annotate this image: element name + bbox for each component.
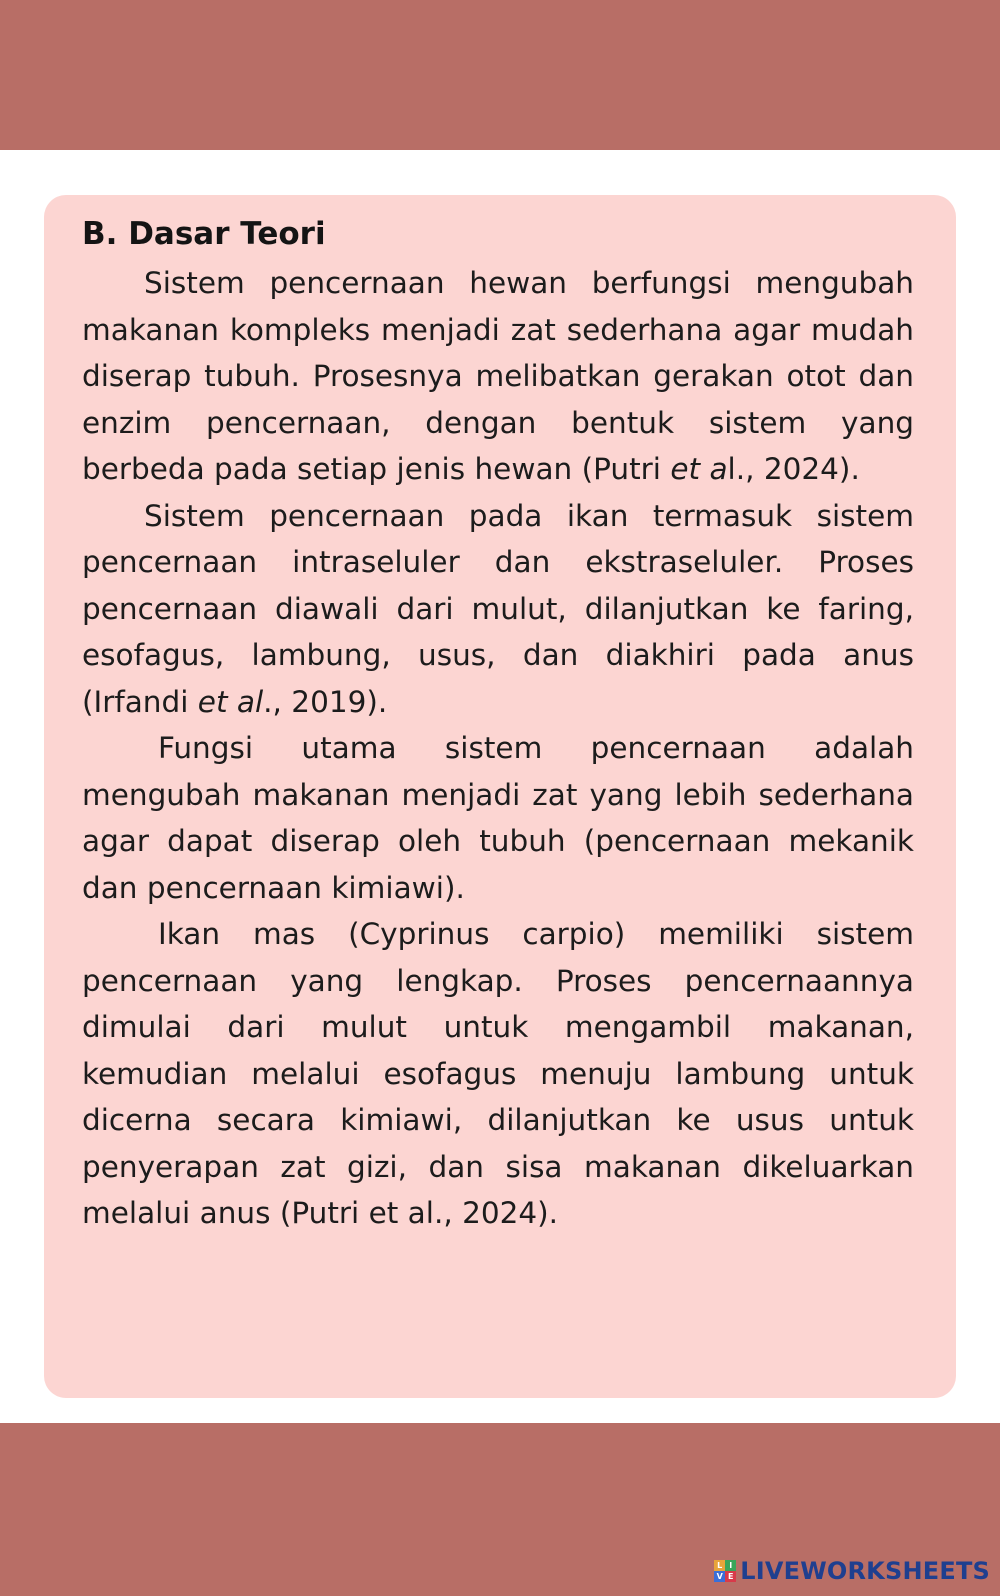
paragraph-2-italic: et al bbox=[197, 684, 264, 719]
paragraph-1-italic: et a bbox=[670, 452, 728, 486]
paragraph-3 bbox=[82, 725, 914, 911]
paragraph-1-text: Sistem pencernaan hewan berfungsi mengubah makanan kompleks menjadi zat sederhana agar mudah diserap tubuh. Prosesnya melibatkan gerakan otot dan enzim pencernaan, dengan bentuk sistem yang berbeda pada setiap jenis hewan (Putri bbox=[82, 266, 914, 486]
section-heading: B. Dasar Teori bbox=[82, 216, 326, 252]
liveworksheets-mark-icon bbox=[714, 1560, 736, 1582]
paragraph-2-text: Sistem pencernaan pada ikan termasuk sistem pencernaan intraseluler dan ekstraseluler. Proses pencernaan diawali dari mulut, dilanjutkan ke faring, esofagus, lambung, usus, dan diakhiri pada anus (Irfandi bbox=[82, 498, 914, 719]
paragraph-4 bbox=[82, 911, 914, 1237]
liveworksheets-logo bbox=[714, 1558, 990, 1584]
logo-tile-v: V bbox=[714, 1571, 725, 1582]
paragraph-1 bbox=[82, 260, 914, 493]
logo-tile-e: E bbox=[725, 1571, 736, 1582]
paragraph-3-text: Fungsi utama sistem pencernaan adalah mengubah makanan menjadi zat yang lebih sederhana agar dapat diserap oleh tubuh (pencernaan mekanik dan pencernaan kimiawi). bbox=[82, 731, 914, 905]
theory-content bbox=[82, 210, 914, 1237]
logo-tile-l: L bbox=[714, 1560, 725, 1571]
paragraph-4-text: Ikan mas (Cyprinus carpio) memiliki sistem pencernaan yang lengkap. Proses pencernaannya dimulai dari mulut untuk mengambil makanan, kemudian melalui esofagus menuju lambung untuk dicerna secara kimiawi, dilanjutkan ke usus untuk penyerapan zat gizi, dan sisa makanan dikeluarkan melalui anus (Putri et al., 2024). bbox=[82, 917, 914, 1230]
top-banner bbox=[0, 0, 1000, 150]
paragraph-1-citation: l., 2024). bbox=[727, 452, 860, 486]
logo-text: LIVEWORKSHEETS bbox=[740, 1557, 990, 1585]
paragraph-2 bbox=[82, 493, 914, 726]
paragraph-2-citation: ., 2019). bbox=[263, 684, 388, 719]
logo-tile-i: I bbox=[725, 1560, 736, 1571]
